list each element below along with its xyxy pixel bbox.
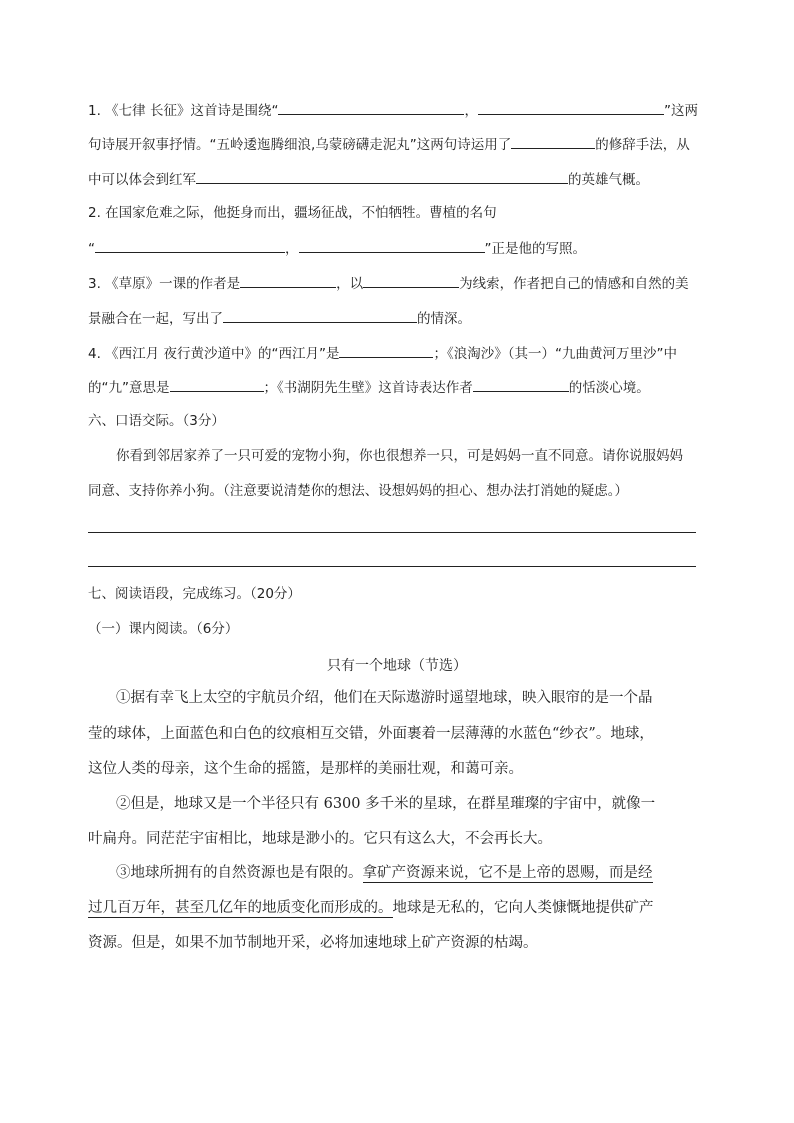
passage-title: 只有一个地球（节选）: [327, 658, 467, 674]
q3-blank-2[interactable]: [363, 273, 459, 288]
q1-text-b: ，: [464, 103, 478, 119]
passage-p3-text-1a: ③地球所拥有的自然资源也是有限的。: [116, 865, 363, 881]
q2-blank-1[interactable]: [95, 238, 285, 253]
passage-p2-line-1: ②但是，地球又是一个半径只有 6300 多千米的星球，在群星璀璨的宇宙中，就像一: [116, 796, 656, 812]
passage-p1-line-3: 这位人类的母亲，这个生命的摇篮，是那样的美丽壮观，和蔼可亲。: [88, 761, 523, 777]
q3-line-1: [88, 273, 689, 293]
q1-text-f: 中可以体会到红军: [88, 172, 196, 188]
passage-underlined-sentence-part-1: 拿矿产资源来说，它不是上帝的恩赐，而是经: [362, 865, 653, 881]
q2-text-a: 2. 在国家危难之际，他挺身而出，疆场征战，不怕牺牲。曹植的名句: [88, 205, 497, 221]
passage-p2-line-2: 叶扁舟。同茫茫宇宙相比，地球是渺小的。它只有这么大，不会再长大。: [88, 831, 552, 847]
passage-underlined-sentence-part-2: 过几百万年，甚至几亿年的地质变化而形成的。: [88, 900, 393, 916]
q4-line-1: [88, 343, 677, 363]
q2-text-c: ，: [285, 241, 299, 257]
q4-blank-3[interactable]: [473, 377, 569, 392]
q3-text-b: ，以: [336, 276, 364, 292]
q3-blank-1[interactable]: [240, 273, 336, 288]
q2-text-b: “: [88, 241, 95, 257]
q1-text-g: 的英雄气概。: [568, 172, 649, 188]
q4-text-d: ；《书湖阴先生壁》这首诗表达作者: [263, 380, 473, 396]
q4-text-e: 的恬淡心境。: [568, 380, 650, 396]
section-6-prompt-line-1: 你看到邻居家养了一只可爱的宠物小狗，你也很想养一只，可是妈妈一直不同意。请你说服妈妈: [116, 448, 683, 464]
q2-line-2: [88, 238, 586, 258]
q1-text-c: ”这两: [663, 103, 698, 119]
q2-text-d: ”正是他的写照。: [484, 241, 586, 257]
section-7-heading: 七、阅读语段，完成练习。（20分）: [88, 586, 301, 602]
q3-text-e: 的情深。: [417, 311, 471, 327]
section-7-subheading: （一）课内阅读。（6分）: [88, 621, 239, 637]
q1-line-3: [88, 169, 649, 189]
section-6-heading: 六、口语交际。（3分）: [88, 413, 225, 429]
answer-line-1[interactable]: [88, 532, 696, 533]
q1-line-1: [88, 100, 698, 120]
passage-p1-line-1: ①据有幸飞上太空的宇航员介绍，他们在天际遨游时遥望地球，映入眼帘的是一个晶: [116, 690, 653, 706]
q1-blank-1[interactable]: [278, 100, 464, 115]
q4-line-2: [88, 377, 650, 397]
passage-p1-line-2: 莹的球体，上面蓝色和白色的纹痕相互交错，外面裹着一层薄薄的水蓝色“纱衣”。地球，: [88, 726, 654, 742]
q3-text-a: 3. 《草原》一课的作者是: [88, 276, 241, 292]
q4-blank-2[interactable]: [170, 377, 264, 392]
q1-blank-4[interactable]: [196, 169, 568, 184]
q1-blank-2[interactable]: [478, 100, 664, 115]
q2-blank-2[interactable]: [299, 238, 485, 253]
answer-line-2[interactable]: [88, 566, 696, 567]
q1-line-2: [88, 134, 690, 154]
q4-text-b: ；《浪淘沙》（其一）“九曲黄河万里沙”中: [433, 346, 677, 362]
q1-blank-3[interactable]: [511, 134, 595, 149]
q3-line-2: [88, 308, 471, 328]
section-6-prompt-line-2: 同意、支持你养小狗。（注意要说清楚你的想法、设想妈妈的担心、想办法打消她的疑虑。）: [88, 483, 628, 499]
q3-blank-3[interactable]: [223, 308, 417, 323]
q3-text-c: 为线索，作者把自己的情感和自然的美: [459, 276, 689, 292]
passage-p3-text-2b: 地球是无私的，它向人类慷慨地提供矿产: [392, 900, 654, 916]
q4-text-a: 4. 《西江月 夜行黄沙道中》的“西江月”是: [88, 346, 340, 362]
q1-text-d: 句诗展开叙事抒情。“五岭逶迤腾细浪,乌蒙磅礴走泥丸”这两句诗运用了: [88, 137, 512, 153]
q4-blank-1[interactable]: [339, 343, 433, 358]
passage-p3-line-3: 资源。但是，如果不加节制地开采，必将加速地球上矿产资源的枯竭。: [88, 935, 538, 951]
q1-text-e: 的修辞手法，从: [595, 137, 690, 153]
q4-text-c: 的“九”意思是: [88, 380, 170, 396]
passage-p3-line-2: [88, 899, 654, 917]
q3-text-d: 景融合在一起，写出了: [88, 311, 223, 327]
q1-text-a: 1. 《七律 长征》这首诗是围绕“: [88, 103, 279, 119]
q2-line-1: [88, 204, 497, 222]
passage-p3-line-1: [116, 864, 653, 882]
